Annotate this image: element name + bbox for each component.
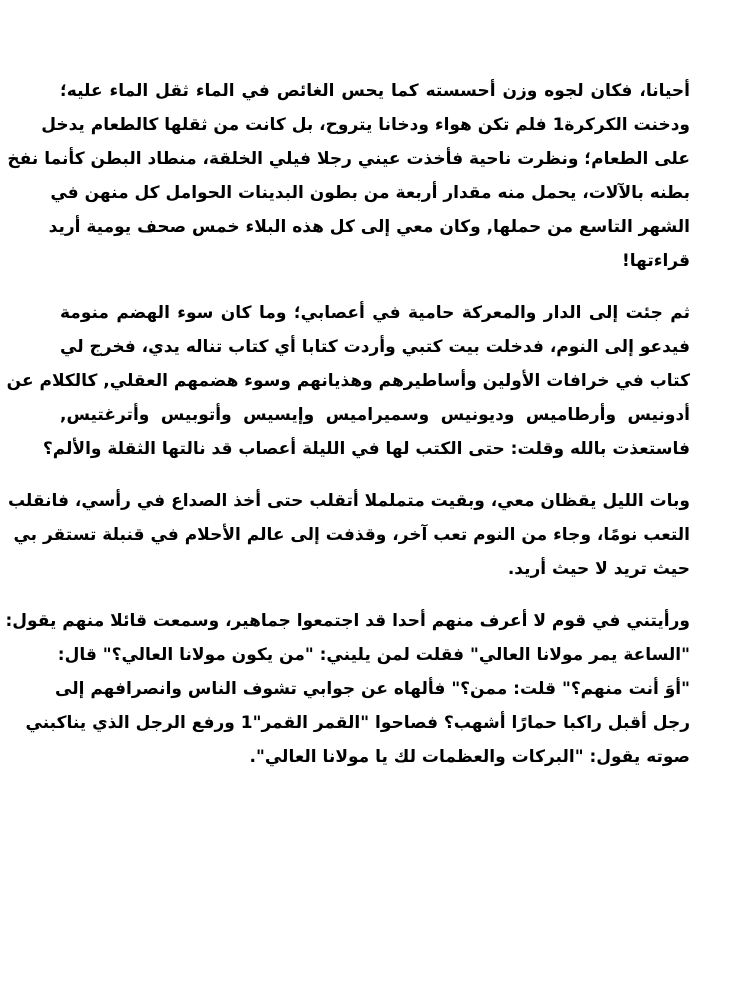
paragraph-4 [5,604,690,774]
document-page [5,74,690,792]
text-line: ورأيتني في قوم لا أعرف منهم أحدا قد اجتمعوا جماهير، وسمعت قائلا منهم يقول: [5,611,690,631]
text-line: كتاب في خرافات الأولين وأساطيرهم وهذيانهم وسوء هضمهم العقلي, كالكلام عن [6,371,690,391]
text-line: ودخنت الكركرة1 فلم تكن هواء ودخانا يتروح، بل كانت من ثقلها كالطعام يدخل [41,115,690,135]
text-line: حيث تريد لا حيث أريد. [507,559,690,579]
paragraph-1 [7,74,690,278]
text-line: صوته يقول: "البركات والعظمات لك يا مولانا العالي". [249,747,690,767]
text-line: رجل أقبل راكبا حمارًا أشهب؟ فصاحوا "القمر القمر"1 ورفع الرجل الذي يناكبني [25,713,690,733]
text-line: "الساعة يمر مولانا العالي" فقلت لمن يليني: "من يكون مولانا العالي؟" قال: [57,645,690,665]
text-line: الشهر التاسع من حملها, وكان معي إلى كل هذه البلاء خمس صحف يومية أريد [48,217,690,237]
text-line: فاستعذت بالله وقلت: حتى الكتب لها في الليلة أعصاب قد نالتها الثقلة والألم؟ [42,439,690,459]
text-line: على الطعام؛ ونظرت ناحية فأخذت عيني رجلا فيلي الخلقة، منطاد البطن كأنما نفخ [7,149,690,169]
paragraph-3 [7,484,690,586]
text-line: بطنه بالآلات، يحمل منه مقدار أربعة من بطون البدينات الحوامل كل منهن في [50,183,690,203]
text-line: أحيانا، فكان لجوه وزن أحسسته كما يحس الغائص في الماء ثقل الماء عليه؛ [60,81,690,101]
text-line: "أوَ أنت منهم؟" قلت: ممن؟" فألهاه عن جوابي تشوف الناس وانصرافهم إلى [55,679,690,699]
text-line: التعب نومًا، وجاء من النوم تعب آخر، وقذفت إلى عالم الأحلام في قنبلة تستقر بي [13,525,690,545]
text-line: قراءتها! [622,251,690,271]
paragraph-2 [6,296,690,466]
text-line: وبات الليل يقظان معي، وبقيت متململا أتقلب حتى أخذ الصداع في رأسي، فانقلب [7,491,690,511]
text-line: أدونيس وأرطاميس وديونيس وسميراميس وإيسيس وأتوبيس وأترغتيس, [60,405,690,425]
text-line: فيدعو إلى النوم، فدخلت بيت كتبي وأردت كتابا أي كتاب تناله يدي، فخرج لي [60,337,690,357]
text-line: ثم جئت إلى الدار والمعركة حامية في أعصابي؛ وما كان سوء الهضم منومة [60,303,690,323]
